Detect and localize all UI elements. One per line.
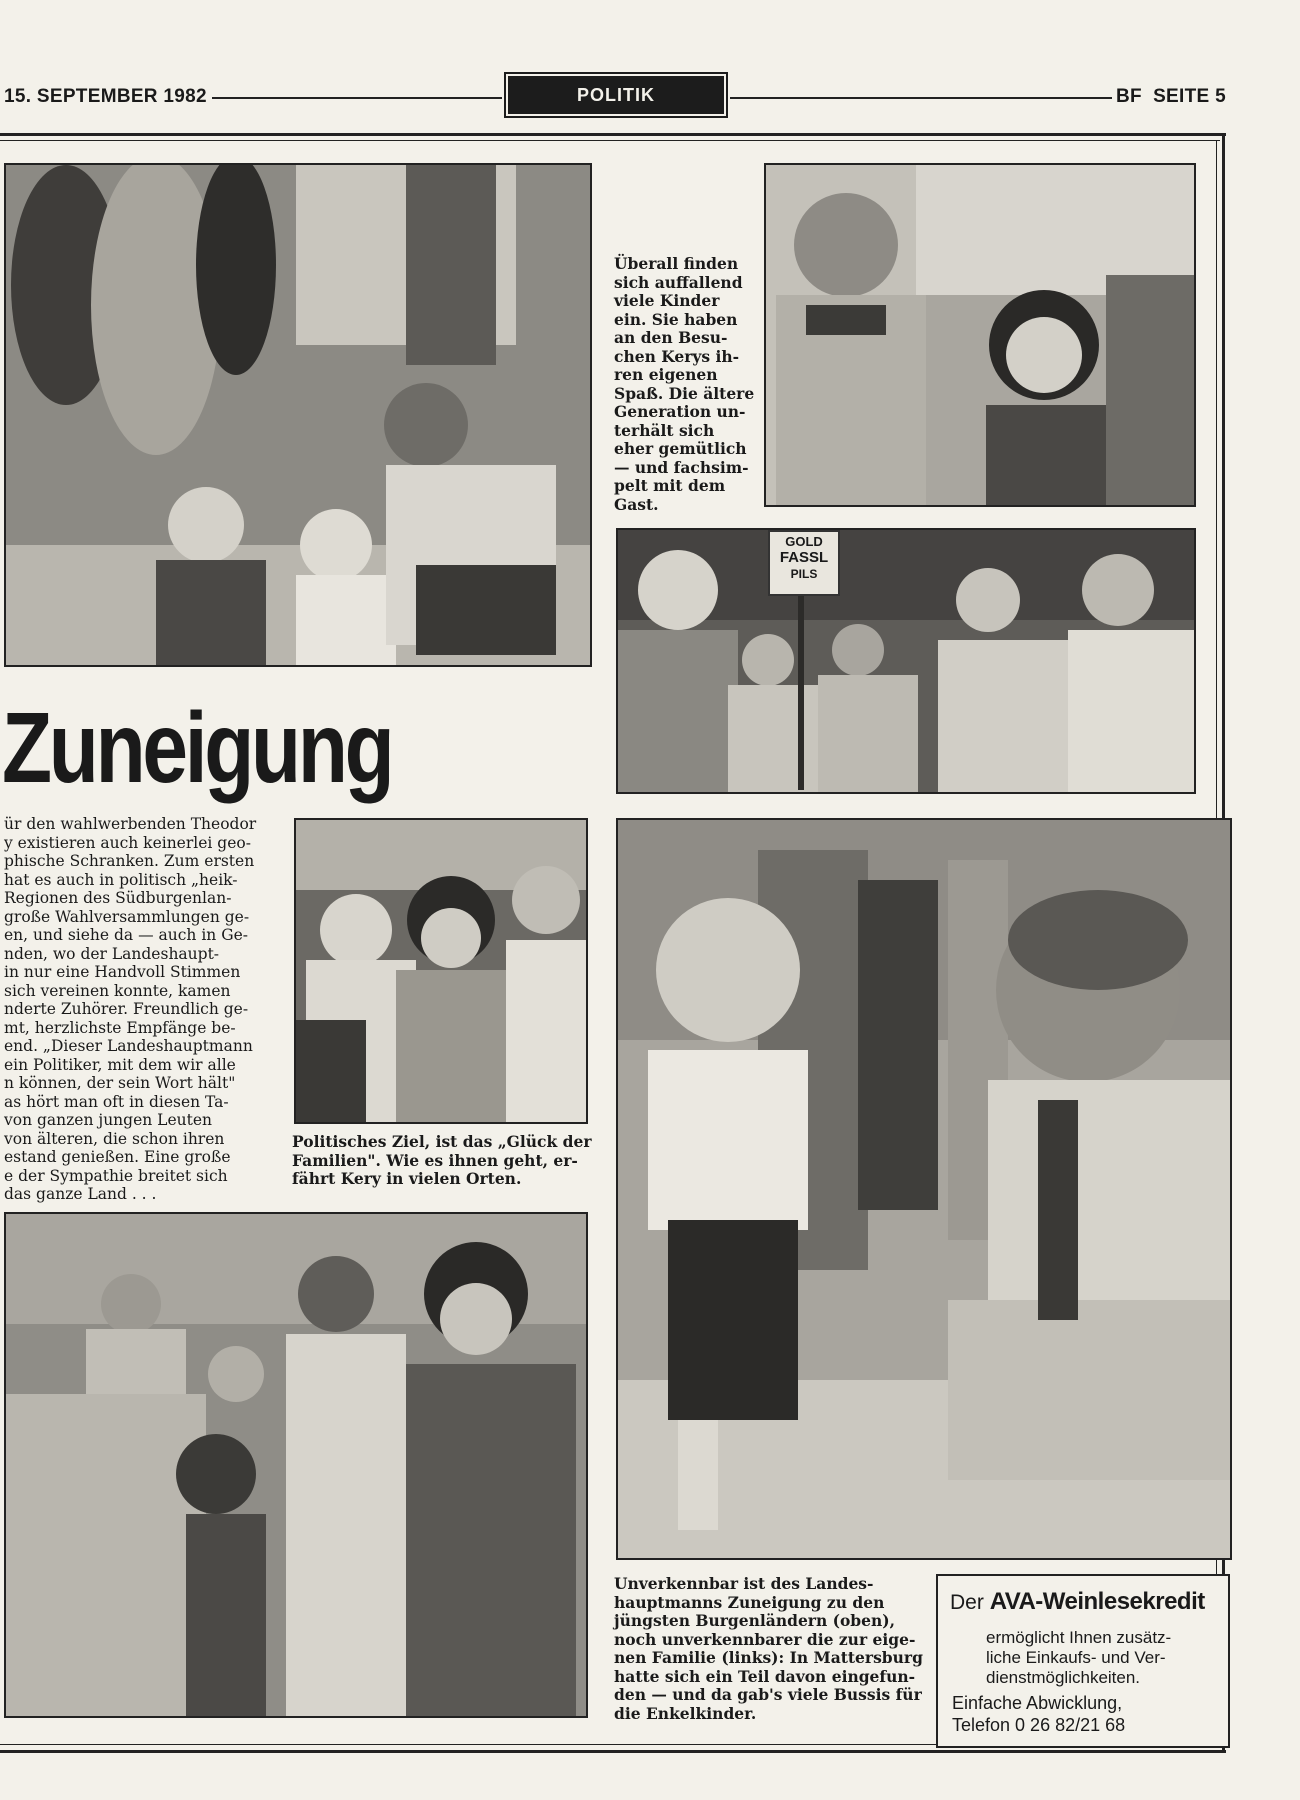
article-line: von ganzen jungen Leuten — [4, 1111, 213, 1129]
photo-crowd-beer-sign — [616, 528, 1196, 794]
ad-line: dienstmöglichkeiten. — [986, 1668, 1141, 1687]
section-label: POLITIK — [508, 76, 724, 114]
caption-grandchildren — [614, 1574, 923, 1723]
article-line: y existieren auch keinerlei geo- — [4, 833, 251, 852]
ad-contact — [952, 1692, 1125, 1736]
article-line: hat es auch in politisch „heik- — [4, 870, 238, 889]
article-line: sich vereinen konnte, kamen — [4, 981, 231, 1000]
article-line: estand genießen. Eine große — [4, 1148, 231, 1166]
caption-line: chen Kerys ih- — [614, 346, 740, 366]
beer-sign-line: PILS — [790, 567, 818, 581]
caption-line: Überall finden — [614, 254, 739, 273]
caption-line: an den Besu- — [614, 328, 728, 347]
photo-children-sitting — [4, 163, 592, 667]
article-line: nderte Zuhörer. Freundlich ge- — [4, 1000, 249, 1018]
caption-line: hatte sich ein Teil davon eingefun- — [614, 1666, 916, 1686]
article-line: große Wahlversammlungen ge- — [4, 907, 250, 926]
ad-line: liche Einkaufs- und Ver- — [986, 1648, 1166, 1667]
article-line: as hört man oft in diesen Ta- — [4, 1092, 229, 1111]
caption-families — [292, 1132, 592, 1189]
ad-line: ermöglicht Ihnen zusätz- — [986, 1628, 1172, 1647]
caption-line: den — und da gab's viele Bussis für — [614, 1685, 922, 1704]
caption-line: Gast. — [614, 494, 659, 514]
caption-line: nen Familie (links): In Mattersburg — [614, 1648, 923, 1667]
issue-date: 15. SEPTEMBER 1982 — [4, 86, 207, 107]
caption-line: jüngsten Burgenländern (oben), — [614, 1611, 896, 1630]
caption-line: ein. Sie haben — [614, 309, 738, 329]
article-line: phische Schranken. Zum ersten — [4, 852, 255, 870]
caption-line: pelt mit dem — [614, 476, 726, 495]
ad-ava-weinlesekredit — [936, 1574, 1230, 1748]
article-line: e der Sympathie breitet sich — [4, 1166, 228, 1185]
header-rule-right — [730, 97, 1112, 99]
caption-line: sich auffallend — [614, 272, 743, 292]
frame-bottom-rule — [0, 1750, 1226, 1753]
frame-top-rule-inner — [0, 140, 1220, 141]
article-line: von älteren, die schon ihren — [4, 1129, 225, 1148]
caption-line: ren eigenen — [614, 365, 718, 384]
header-rule-left — [212, 97, 502, 99]
caption-line: fährt Kery in vielen Orten. — [292, 1169, 522, 1188]
beer-sign-line: FASSL — [779, 549, 829, 566]
photo-woman-baby — [294, 818, 588, 1124]
caption-line: Spaß. Die ältere — [614, 383, 755, 403]
article-line: ein Politiker, mit dem wir alle — [4, 1055, 236, 1074]
article-line: nden, wo der Landeshaupt- — [4, 944, 220, 963]
headline: Zuneigung — [2, 692, 392, 804]
ad-brand: AVA-Weinlesekredit — [989, 1588, 1205, 1615]
caption-line: noch unverkennbarer die zur eige- — [614, 1629, 916, 1649]
ad-title — [950, 1588, 1205, 1616]
caption-line: Familien". Wie es ihnen geht, er- — [292, 1150, 578, 1170]
caption-line: eher gemütlich — [614, 439, 747, 458]
photo-boy-and-kery — [616, 818, 1232, 1560]
beer-sign — [768, 530, 840, 596]
article-line: Regionen des Südburgenlan- — [4, 889, 232, 907]
caption-line: hauptmanns Zuneigung zu den — [614, 1592, 885, 1612]
article-line: mt, herzlichste Empfänge be- — [4, 1018, 236, 1037]
caption-line: Generation un- — [614, 402, 746, 421]
caption-line: die Enkelkinder. — [614, 1703, 757, 1723]
caption-line: — und fachsim- — [614, 457, 749, 477]
ad-description — [986, 1628, 1171, 1688]
article-line: das ganze Land . . . — [4, 1185, 157, 1203]
beer-sign-line: GOLD — [785, 534, 823, 549]
caption-line: terhält sich — [614, 420, 715, 440]
article-line: end. „Dieser Landeshauptmann — [4, 1037, 253, 1055]
ad-title-prefix: Der — [950, 1591, 984, 1614]
ad-phone: Telefon 0 26 82/21 68 — [952, 1715, 1126, 1735]
page-number: BF SEITE 5 — [1116, 86, 1226, 107]
caption-line: Politisches Ziel, ist das „Glück der — [292, 1132, 592, 1151]
caption-line: viele Kinder — [614, 291, 720, 310]
caption-children — [614, 254, 755, 514]
article-body — [4, 815, 274, 1204]
photo-microphone-girl — [764, 163, 1196, 507]
photo-family-group — [4, 1212, 588, 1718]
article-line: n können, der sein Wort hält" — [4, 1074, 236, 1092]
frame-top-rule — [0, 133, 1226, 136]
article-line: en, und siehe da — auch in Ge- — [4, 926, 248, 944]
article-line: in nur eine Handvoll Stimmen — [4, 963, 241, 981]
caption-line: Unverkennbar ist des Landes- — [614, 1574, 874, 1593]
article-line: ür den wahlwerbenden Theodor — [4, 815, 257, 833]
ad-contact-line: Einfache Abwicklung, — [952, 1693, 1123, 1713]
